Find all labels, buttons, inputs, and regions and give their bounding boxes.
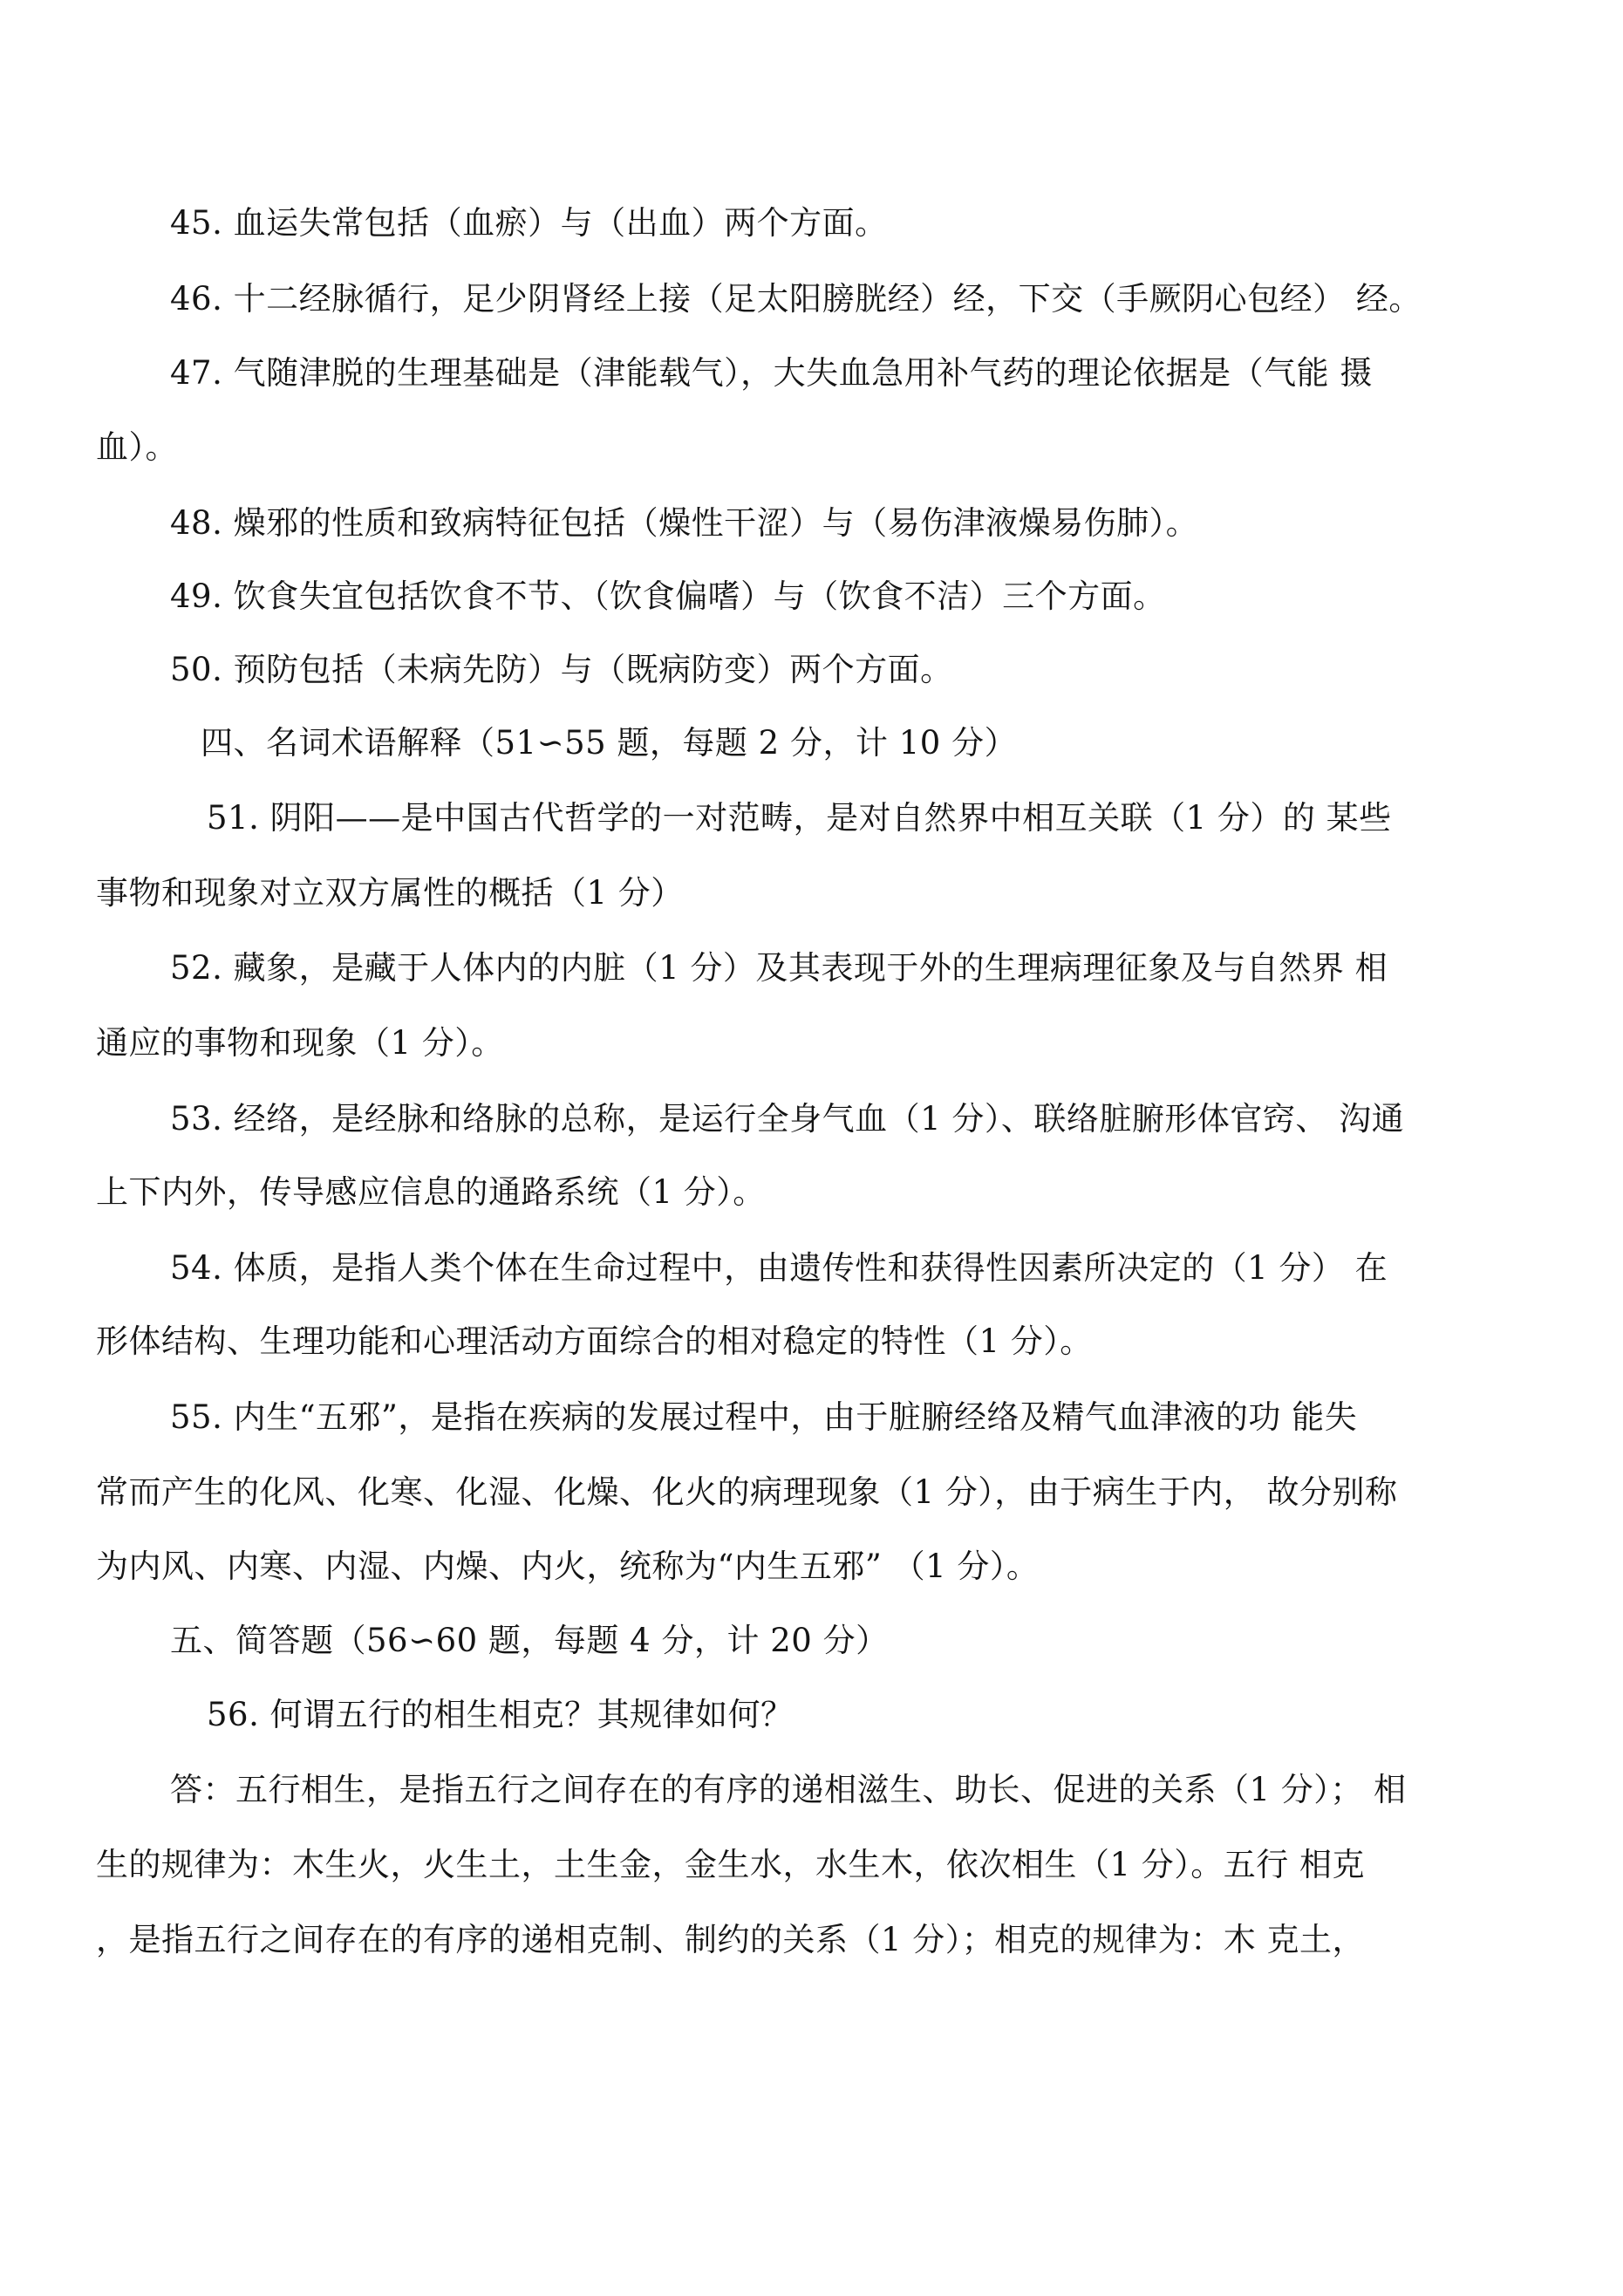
answer-56-line-3: ，是指五行之间存在的有序的递相克制、制约的关系（1 分）；相克的规律为：木 克土， <box>96 1921 1366 1958</box>
answer-56-line-1: 答：五行相生，是指五行之间存在的有序的递相滋生、助长、促进的关系（1 分）； 相 <box>170 1771 1407 1808</box>
question-56: 56. 何谓五行的相生相克？其规律如何？ <box>207 1696 794 1733</box>
answer-56-line-2: 生的规律为：木生火，火生土，土生金，金生水，水生木，依次相生（1 分）。五行 相克 <box>96 1846 1366 1883</box>
question-54-line-1: 54. 体质，是指人类个体在生命过程中，由遗传性和获得性因素所决定的（1 分） 在 <box>170 1249 1388 1287</box>
question-51-line-1: 51. 阴阳——是中国古代哲学的一对范畴，是对自然界中相互关联（1 分）的 某些 <box>207 799 1392 837</box>
question-52-line-1: 52. 藏象，是藏于人体内的内脏（1 分）及其表现于外的生理病理征象及与自然界 相 <box>170 949 1388 987</box>
question-48: 48. 燥邪的性质和致病特征包括（燥性干涩）与（易伤津液燥易伤肺）。 <box>170 504 1199 542</box>
section-4-heading: 四、名词术语解释（51∽55 题，每题 2 分，计 10 分） <box>201 724 1018 762</box>
question-55-line-1: 55. 内生“五邪”，是指在疾病的发展过程中，由于脏腑经络及精气血津液的功 能失 <box>170 1398 1358 1436</box>
question-54-line-2: 形体结构、生理功能和心理活动方面综合的相对稳定的特性（1 分）。 <box>96 1322 1093 1360</box>
question-52-line-2: 通应的事物和现象（1 分）。 <box>96 1024 504 1062</box>
question-55-line-2: 常而产生的化风、化寒、化湿、化燥、化火的病理现象（1 分），由于病生于内， 故分别称 <box>96 1473 1398 1511</box>
question-49: 49. 饮食失宜包括饮食不节、（饮食偏嗜）与（饮食不洁）三个方面。 <box>170 577 1166 615</box>
question-53-line-1: 53. 经络，是经脉和络脉的总称，是运行全身气血（1 分）、联络脏腑形体官窍、 沟通 <box>170 1100 1405 1138</box>
question-47-line-1: 47. 气随津脱的生理基础是（津能载气），大失血急用补气药的理论依据是（气能 摄 <box>170 354 1373 392</box>
section-5-heading: 五、简答题（56∽60 题，每题 4 分，计 20 分） <box>170 1622 889 1659</box>
question-50: 50. 预防包括（未病先防）与（既病防变）两个方面。 <box>170 651 953 688</box>
question-55-line-3: 为内风、内寒、内湿、内燥、内火，统称为“内生五邪” （1 分）。 <box>96 1548 1040 1585</box>
question-46: 46. 十二经脉循行，足少阴肾经上接（足太阳膀胱经）经，下交（手厥阴心包经） 经。 <box>170 280 1422 318</box>
question-53-line-2: 上下内外，传导感应信息的通路系统（1 分）。 <box>96 1173 766 1211</box>
question-51-line-2: 事物和现象对立双方属性的概括（1 分） <box>96 874 684 912</box>
question-47-line-2: 血）。 <box>96 428 178 466</box>
question-45: 45. 血运失常包括（血瘀）与（出血）两个方面。 <box>170 204 888 242</box>
